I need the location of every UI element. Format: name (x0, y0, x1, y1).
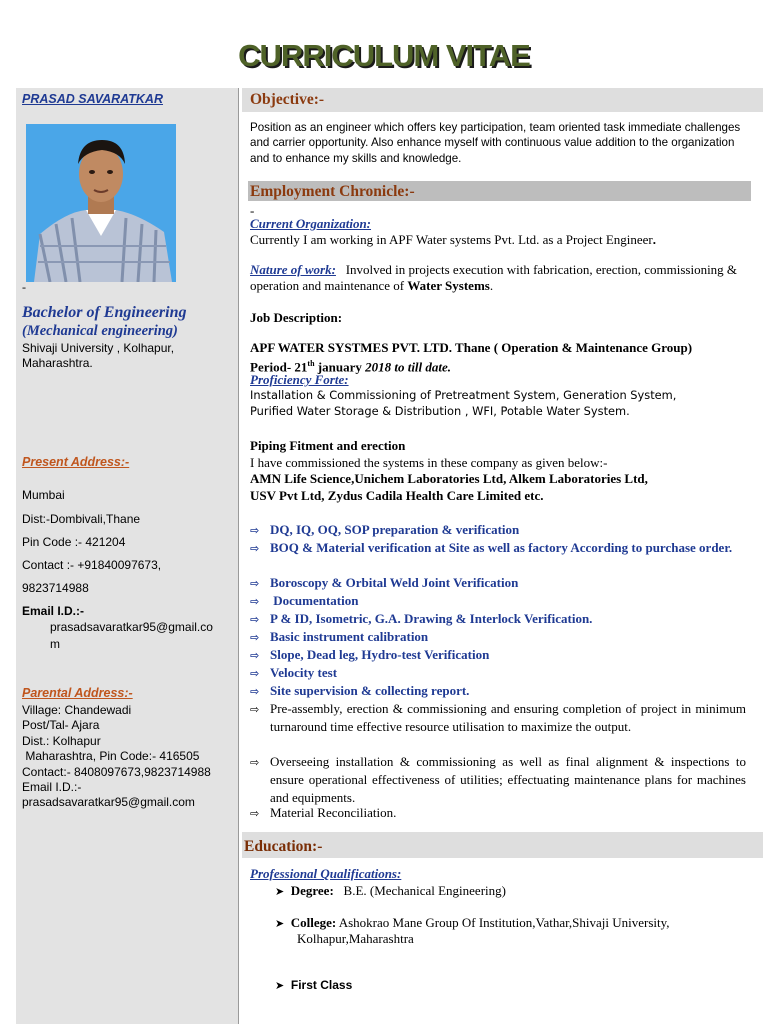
period-start: Period- 21 (250, 359, 308, 375)
current-org-label-text: Current Organization: (250, 216, 372, 231)
arrowhead-icon: ➤ (275, 885, 285, 898)
duty-bullet: ⇨ Documentation (250, 592, 750, 611)
column-divider (238, 88, 239, 1024)
college-value-1: Ashokrao Mane Group Of Institution,Vathar,Shivaji University, (336, 915, 670, 930)
profile-photo (26, 124, 176, 282)
current-org-text-main: Currently I am working in APF Water systems Pvt. Ltd. as a Project Engineer (250, 232, 653, 247)
proficiency-label-wrap (250, 372, 349, 388)
objective-heading: Objective:- (250, 91, 325, 108)
job-description-label: Job Description: (250, 310, 343, 325)
class-label: First Class (290, 978, 353, 992)
proficiency-line-2: Purified Water Storage & Distribution , WFI, Potable Water System. (250, 404, 630, 418)
duty-bullet: ⇨ BOQ & Material verification at Site as well as factory According to purchase order. (250, 539, 750, 558)
parental-address-line: Maharashtra, Pin Code:- 416505 (22, 749, 200, 763)
university-line-1: Shivaji University , Kolhapur, (22, 341, 175, 355)
current-org-label (250, 216, 371, 232)
present-address-line: Pin Code :- 421204 (22, 535, 126, 549)
degree-row (275, 883, 506, 900)
arrow-icon: ⇨ (250, 685, 260, 698)
duty-bullet: ⇨ P & ID, Isometric, G.A. Drawing & Interlock Verification. (250, 610, 750, 629)
person-photo-icon (26, 124, 176, 282)
parental-address-line: Dist.: Kolhapur (22, 734, 101, 748)
college-row (275, 915, 750, 932)
arrow-icon: ⇨ (250, 756, 260, 769)
class-row (275, 978, 352, 992)
arrow-icon: ⇨ (250, 807, 260, 820)
college-label: College: (290, 915, 337, 930)
objective-text: Position as an engineer which offers key participation, team oriented task immediate challenges and carrier opportunity. Also enhance myself with continuous value addition to the organization and to enhance my skills and knowledge. (250, 121, 741, 165)
document-title: CURRICULUM VITAE (238, 38, 530, 73)
present-address-heading: Present Address:- (22, 455, 130, 469)
duty-bullet: ⇨ Basic instrument calibration (250, 628, 750, 647)
companies-line-2: USV Pvt Ltd, Zydus Cadila Health Care Limited etc. (250, 488, 544, 503)
email-value-line-1: prasadsavaratkar95@gmail.co (50, 620, 213, 634)
degree-branch: (Mechanical engineering) (22, 323, 178, 339)
email-value-line-2: m (50, 637, 60, 651)
prof-qualifications-wrap (250, 866, 401, 882)
present-address-line: Dist:-Dombivali,Thane (22, 512, 141, 526)
current-org-text (250, 232, 656, 248)
duty-bullet: ⇨ DQ, IQ, OQ, SOP preparation & verification (250, 521, 750, 540)
arrow-icon: ⇨ (250, 667, 260, 680)
nature-of-work (250, 262, 750, 294)
present-address-line: Mumbai (22, 488, 65, 502)
arrowhead-icon: ➤ (275, 917, 285, 930)
arrow-icon: ⇨ (250, 613, 260, 626)
parental-address-line: prasadsavaratkar95@gmail.com (22, 795, 195, 809)
period-month: january (314, 359, 366, 375)
duty-bullet: ⇨ Slope, Dead leg, Hydro-test Verification (250, 646, 750, 665)
piping-heading: Piping Fitment and erection (250, 438, 406, 453)
proficiency-label: Proficiency Forte: (250, 372, 349, 387)
candidate-name: PRASAD SAVARATKAR (22, 92, 163, 106)
parental-address-line: Email I.D.:- (22, 780, 82, 794)
companies-line-1: AMN Life Science,Unichem Laboratories Ltd, Alkem Laboratories Ltd, (250, 471, 648, 486)
proficiency-line-1: Installation & Commissioning of Pretreatment System, Generation System, (250, 388, 677, 402)
sidebar-dash: - (22, 280, 26, 294)
duty-bullet: ⇨ Velocity test (250, 664, 750, 683)
education-heading: Education:- (244, 838, 323, 855)
nature-text: Involved in projects execution with fabrication, erection, commissioning & operation and maintenance of (250, 262, 741, 293)
email-label: Email I.D.:- (22, 604, 85, 618)
degree-value: B.E. (Mechanical Engineering) (333, 883, 506, 898)
company-line: APF WATER SYSTMES PVT. LTD. Thane ( Operation & Maintenance Group) (250, 340, 693, 355)
duty-bullet: ⇨ Boroscopy & Orbital Weld Joint Verification (250, 574, 750, 593)
arrow-icon: ⇨ (250, 595, 260, 608)
arrowhead-icon: ➤ (275, 979, 285, 992)
degree-label: Degree: (290, 883, 334, 898)
nature-label: Nature of work: (250, 262, 336, 277)
parental-address-line: Post/Tal- Ajara (22, 718, 100, 732)
nature-text-end: . (489, 278, 494, 293)
duty-bullet: ⇨ Overseeing installation & commissioning as well as final alignment & inspections to ensure operational effectiveness of utilities; effectuating maintenance plans for machines and equipments. (250, 754, 746, 805)
piping-intro: I have commissioned the systems in these company as given below:- (250, 455, 608, 470)
present-address-line: 9823714988 (22, 581, 89, 595)
college-value-2: Kolhapur,Maharashtra (297, 931, 414, 946)
prof-qualifications-label: Professional Qualifications: (250, 866, 402, 881)
arrow-icon: ⇨ (250, 577, 260, 590)
parental-address-heading: Parental Address:- (22, 686, 133, 700)
employment-dash: - (250, 203, 255, 218)
university-line-2: Maharashtra. (22, 356, 93, 370)
present-address-line: Contact :- +91840097673, (22, 558, 162, 572)
duty-bullet: ⇨ Material Reconciliation. (250, 804, 750, 823)
employment-heading: Employment Chronicle:- (250, 183, 415, 200)
arrow-icon: ⇨ (250, 703, 260, 716)
arrow-icon: ⇨ (250, 631, 260, 644)
current-org-text-period: . (652, 232, 656, 247)
duty-bullet: ⇨ Pre-assembly, erection & commissioning and ensuring completion of project in minimum turnaround time effective resource utilisation to maximize the output. (250, 701, 746, 734)
arrow-icon: ⇨ (250, 542, 260, 555)
nature-text-bold: Water Systems (407, 278, 490, 293)
period-end: 2018 to till date. (365, 359, 452, 375)
arrow-icon: ⇨ (250, 524, 260, 537)
parental-address-line: Village: Chandewadi (22, 703, 132, 717)
degree-title: Bachelor of Engineering (22, 304, 187, 321)
duty-bullet: ⇨ Site supervision & collecting report. (250, 682, 750, 701)
parental-address-line: Contact:- 8408097673,9823714988 (22, 765, 211, 779)
arrow-icon: ⇨ (250, 649, 260, 662)
period-sup: th (307, 359, 315, 368)
